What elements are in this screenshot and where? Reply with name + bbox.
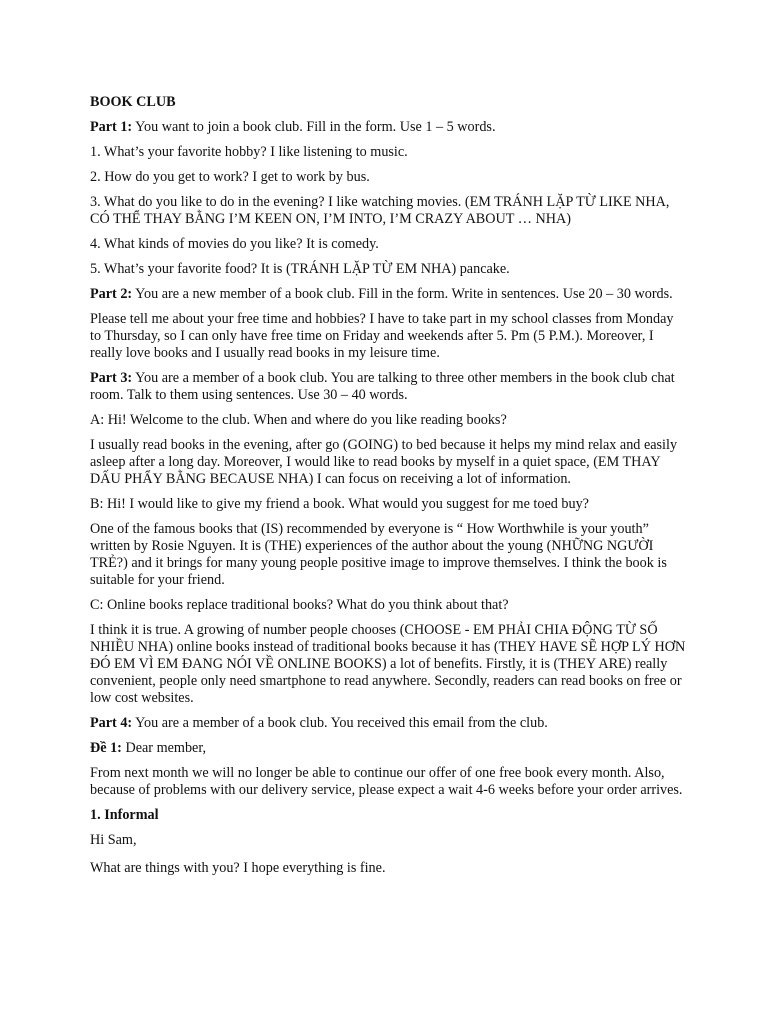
part3-answer-c: I think it is true. A growing of number people chooses (CHOOSE - EM PHẢI CHIA ĐỘNG TỪ SỐ NHIỀU NHA) online books instead of traditional books because it has (THEY HAVE SẼ HỢP LÝ HƠN ĐÓ EM VÌ EM ĐANG NÓI VỀ ONLINE BOOKS) a lot of benefits. Firstly, it is (THEY ARE) really convenient, people only need smartphone to read anywhere. Secondly, readers can read books on free or low cost websites. — [90, 622, 686, 706]
part2-instruction-text: You are a new member of a book club. Fill in the form. Write in sentences. Use 20 – 30 words. — [132, 286, 673, 302]
part2-label: Part 2: — [90, 286, 133, 302]
part3-answer-b: One of the famous books that (IS) recommended by everyone is “ How Worthwhile is your youth” written by Rosie Nguyen. It is (THE) experiences of the author about the young (NHỮNG NGƯỜI TRẺ?) and it brings for many young people positive image to improve themselves. I think the book is suitable for your friend. — [90, 521, 667, 588]
part4-de-label: Đề 1: — [90, 740, 122, 756]
part3-question-a: A: Hi! Welcome to the club. When and where do you like reading books? — [90, 412, 507, 428]
part4-email-body: From next month we will no longer be able to continue our offer of one free book every month. Also, because of problems with our delivery service, please expect a wait 4-6 weeks before your order arrives. — [90, 765, 683, 798]
informal-heading — [90, 807, 686, 824]
part2-instruction — [90, 286, 686, 303]
letter-opening: What are things with you? I hope everything is fine. — [90, 860, 386, 876]
part3-instruction-text: You are a member of a book club. You are talking to three other members in the book club chat room. Talk to them using sentences. Use 30 – 40 words. — [90, 370, 675, 403]
informal-heading-text: 1. Informal — [90, 807, 159, 823]
part3-instruction — [90, 370, 686, 404]
part1-instruction — [90, 119, 686, 136]
part3-label: Part 3: — [90, 370, 133, 386]
part4-de-line — [90, 740, 686, 757]
part1-item-3: 3. What do you like to do in the evening? I like watching movies. (EM TRÁNH LẶP TỪ LIKE NHA, CÓ THỂ THAY BẰNG I’M KEEN ON, I’M INTO, I’M CRAZY ABOUT … NHA) — [90, 194, 670, 227]
part3-answer-a: I usually read books in the evening, after go (GOING) to bed because it helps my mind relax and easily asleep after a long day. Moreover, I would like to read books by myself in a quiet space, (EM THAY DẤU PHẨY BẰNG BECAUSE NHA) I can focus on receiving a lot of information. — [90, 437, 678, 487]
part1-item-1: 1. What’s your favorite hobby? I like listening to music. — [90, 144, 408, 160]
part1-item-2: 2. How do you get to work? I get to work by bus. — [90, 169, 370, 185]
part4-instruction-text: You are a member of a book club. You received this email from the club. — [132, 715, 548, 731]
part1-instruction-text: You want to join a book club. Fill in the form. Use 1 – 5 words. — [132, 119, 496, 135]
part1-item-5: 5. What’s your favorite food? It is (TRÁNH LẶP TỪ EM NHA) pancake. — [90, 261, 510, 277]
part1-item-4: 4. What kinds of movies do you like? It is comedy. — [90, 236, 379, 252]
letter-greeting: Hi Sam, — [90, 832, 137, 848]
part4-label: Part 4: — [90, 715, 133, 731]
part3-question-c: C: Online books replace traditional books? What do you think about that? — [90, 597, 509, 613]
part2-answer: Please tell me about your free time and hobbies? I have to take part in my school classes from Monday to Thursday, so I can only have free time on Friday and weekends after 5. Pm (5 P.M.). Moreover, I really love books and I usually read books in my leisure time. — [90, 311, 674, 361]
document-title: BOOK CLUB — [90, 94, 176, 110]
document-page — [90, 94, 686, 885]
part4-de-text: Dear member, — [121, 740, 207, 756]
part4-instruction — [90, 715, 686, 732]
part1-label: Part 1: — [90, 119, 133, 135]
part3-question-b: B: Hi! I would like to give my friend a book. What would you suggest for me toed buy? — [90, 496, 589, 512]
